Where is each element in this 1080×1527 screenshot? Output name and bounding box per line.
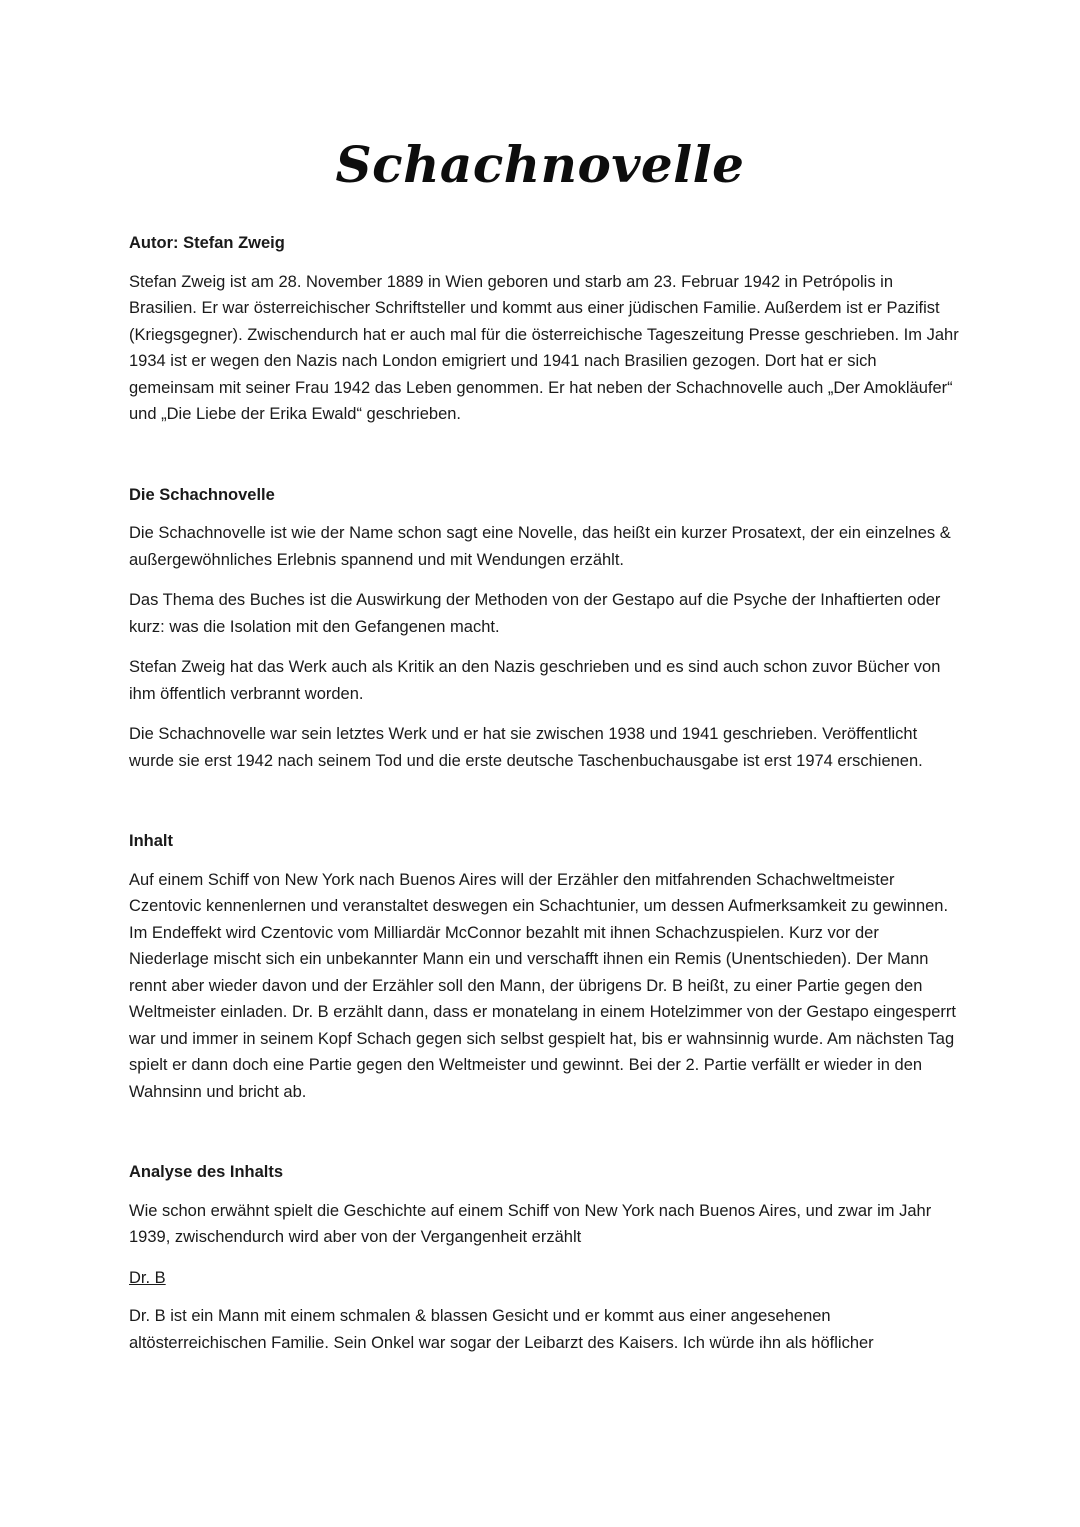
section-spacer xyxy=(129,788,959,828)
section-heading: Die Schachnovelle xyxy=(129,485,275,504)
section-spacer xyxy=(129,1119,959,1159)
section-heading: Analyse des Inhalts xyxy=(129,1163,284,1181)
paragraph: Stefan Zweig ist am 28. November 1889 in Wien geboren und starb am 23. Februar 1942 in Petrópolis in Brasilien. Er war österreichischer Schriftsteller und kommt aus einer jüdischen Familie. Außerdem ist er Pazifist (Kriegsgegner). Zwischendurch hat er auch mal für die österreichische Tageszeitung Presse geschrieben. Im Jahr 1934 ist er wegen den Nazis nach London emigriert und 1941 nach Brasilien gezogen. Dort hat er sich gemeinsam mit seiner Frau 1942 das Leben genommen. Er hat neben der Schachnovelle auch „Der Amokläufer“ und „Die Liebe der Erika Ewald“ geschrieben. xyxy=(129,272,959,423)
paragraph: Das Thema des Buches ist die Auswirkung der Methoden von der Gestapo auf die Psyche der Inhaftierten oder kurz: was die Isolation mit den Gefangenen macht. xyxy=(129,591,941,636)
subheading-dr-b: Dr. B xyxy=(129,1268,166,1287)
paragraph: Die Schachnovelle war sein letztes Werk und er hat sie zwischen 1938 und 1941 geschrieben. Veröffentlicht wurde sie erst 1942 nach seinem Tod und die erste deutsche Taschenbuchausgabe ist erst 1974 erschienen. xyxy=(129,725,923,770)
paragraph: Stefan Zweig hat das Werk auch als Kritik an den Nazis geschrieben und es sind auch schon zuvor Bücher von ihm öffentlich verbrannt worden. xyxy=(129,658,941,703)
document-body xyxy=(129,230,959,1370)
paragraph: Wie schon erwähnt spielt die Geschichte auf einem Schiff von New York nach Buenos Aires, und zwar im Jahr 1939, zwischendurch wird aber von der Vergangenheit erzählt xyxy=(129,1201,932,1246)
paragraph: Die Schachnovelle ist wie der Name schon sagt eine Novelle, das heißt ein kurzer Prosatext, der ein einzelnes & außergewöhnliches Erlebnis spannend und mit Wendungen erzählt. xyxy=(129,524,951,569)
section-author xyxy=(129,230,959,428)
section-heading: Inhalt xyxy=(129,832,173,850)
section-analyse xyxy=(129,1159,959,1356)
section-schachnovelle xyxy=(129,482,959,775)
section-spacer xyxy=(129,442,959,482)
paragraph: Auf einem Schiff von New York nach Buenos Aires will der Erzähler den mitfahrenden Schachweltmeister Czentovic kennenlernen und veranstaltet deswegen ein Schachtunier, um dessen Aufmerksamkeit zu gewinnen. Im Endeffekt wird Czentovic vom Milliardär McConnor bezahlt mit ihnen Schachzuspielen. Kurz vor der Niederlage mischt sich ein unbekannter Mann ein und verschafft ihnen ein Remis (Unentschieden). Der Mann rennt aber wieder davon und der Erzähler soll den Mann, der übrigens Dr. B heißt, zu einer Partie gegen den Weltmeister einladen. Dr. B erzählt dann, dass er monatelang in einem Hotelzimmer von der Gestapo eingesperrt war und immer in seinem Kopf Schach gegen sich selbst gespielt hat, bis er wahnsinnig wurde. Am nächsten Tag spielt er dann doch eine Partie gegen den Weltmeister und gewinnt. Bei der 2. Partie verfällt er wieder in den Wahnsinn und bricht ab. xyxy=(129,870,956,1101)
paragraph: Dr. B ist ein Mann mit einem schmalen & blassen Gesicht und er kommt aus einer angesehenen altösterreichischen Familie. Sein Onkel war sogar der Leibarzt des Kaisers. Ich würde ihn als höflicher xyxy=(129,1307,874,1352)
section-heading: Autor: Stefan Zweig xyxy=(129,234,285,252)
section-inhalt xyxy=(129,828,959,1105)
document-title: Schachnovelle xyxy=(335,135,745,194)
